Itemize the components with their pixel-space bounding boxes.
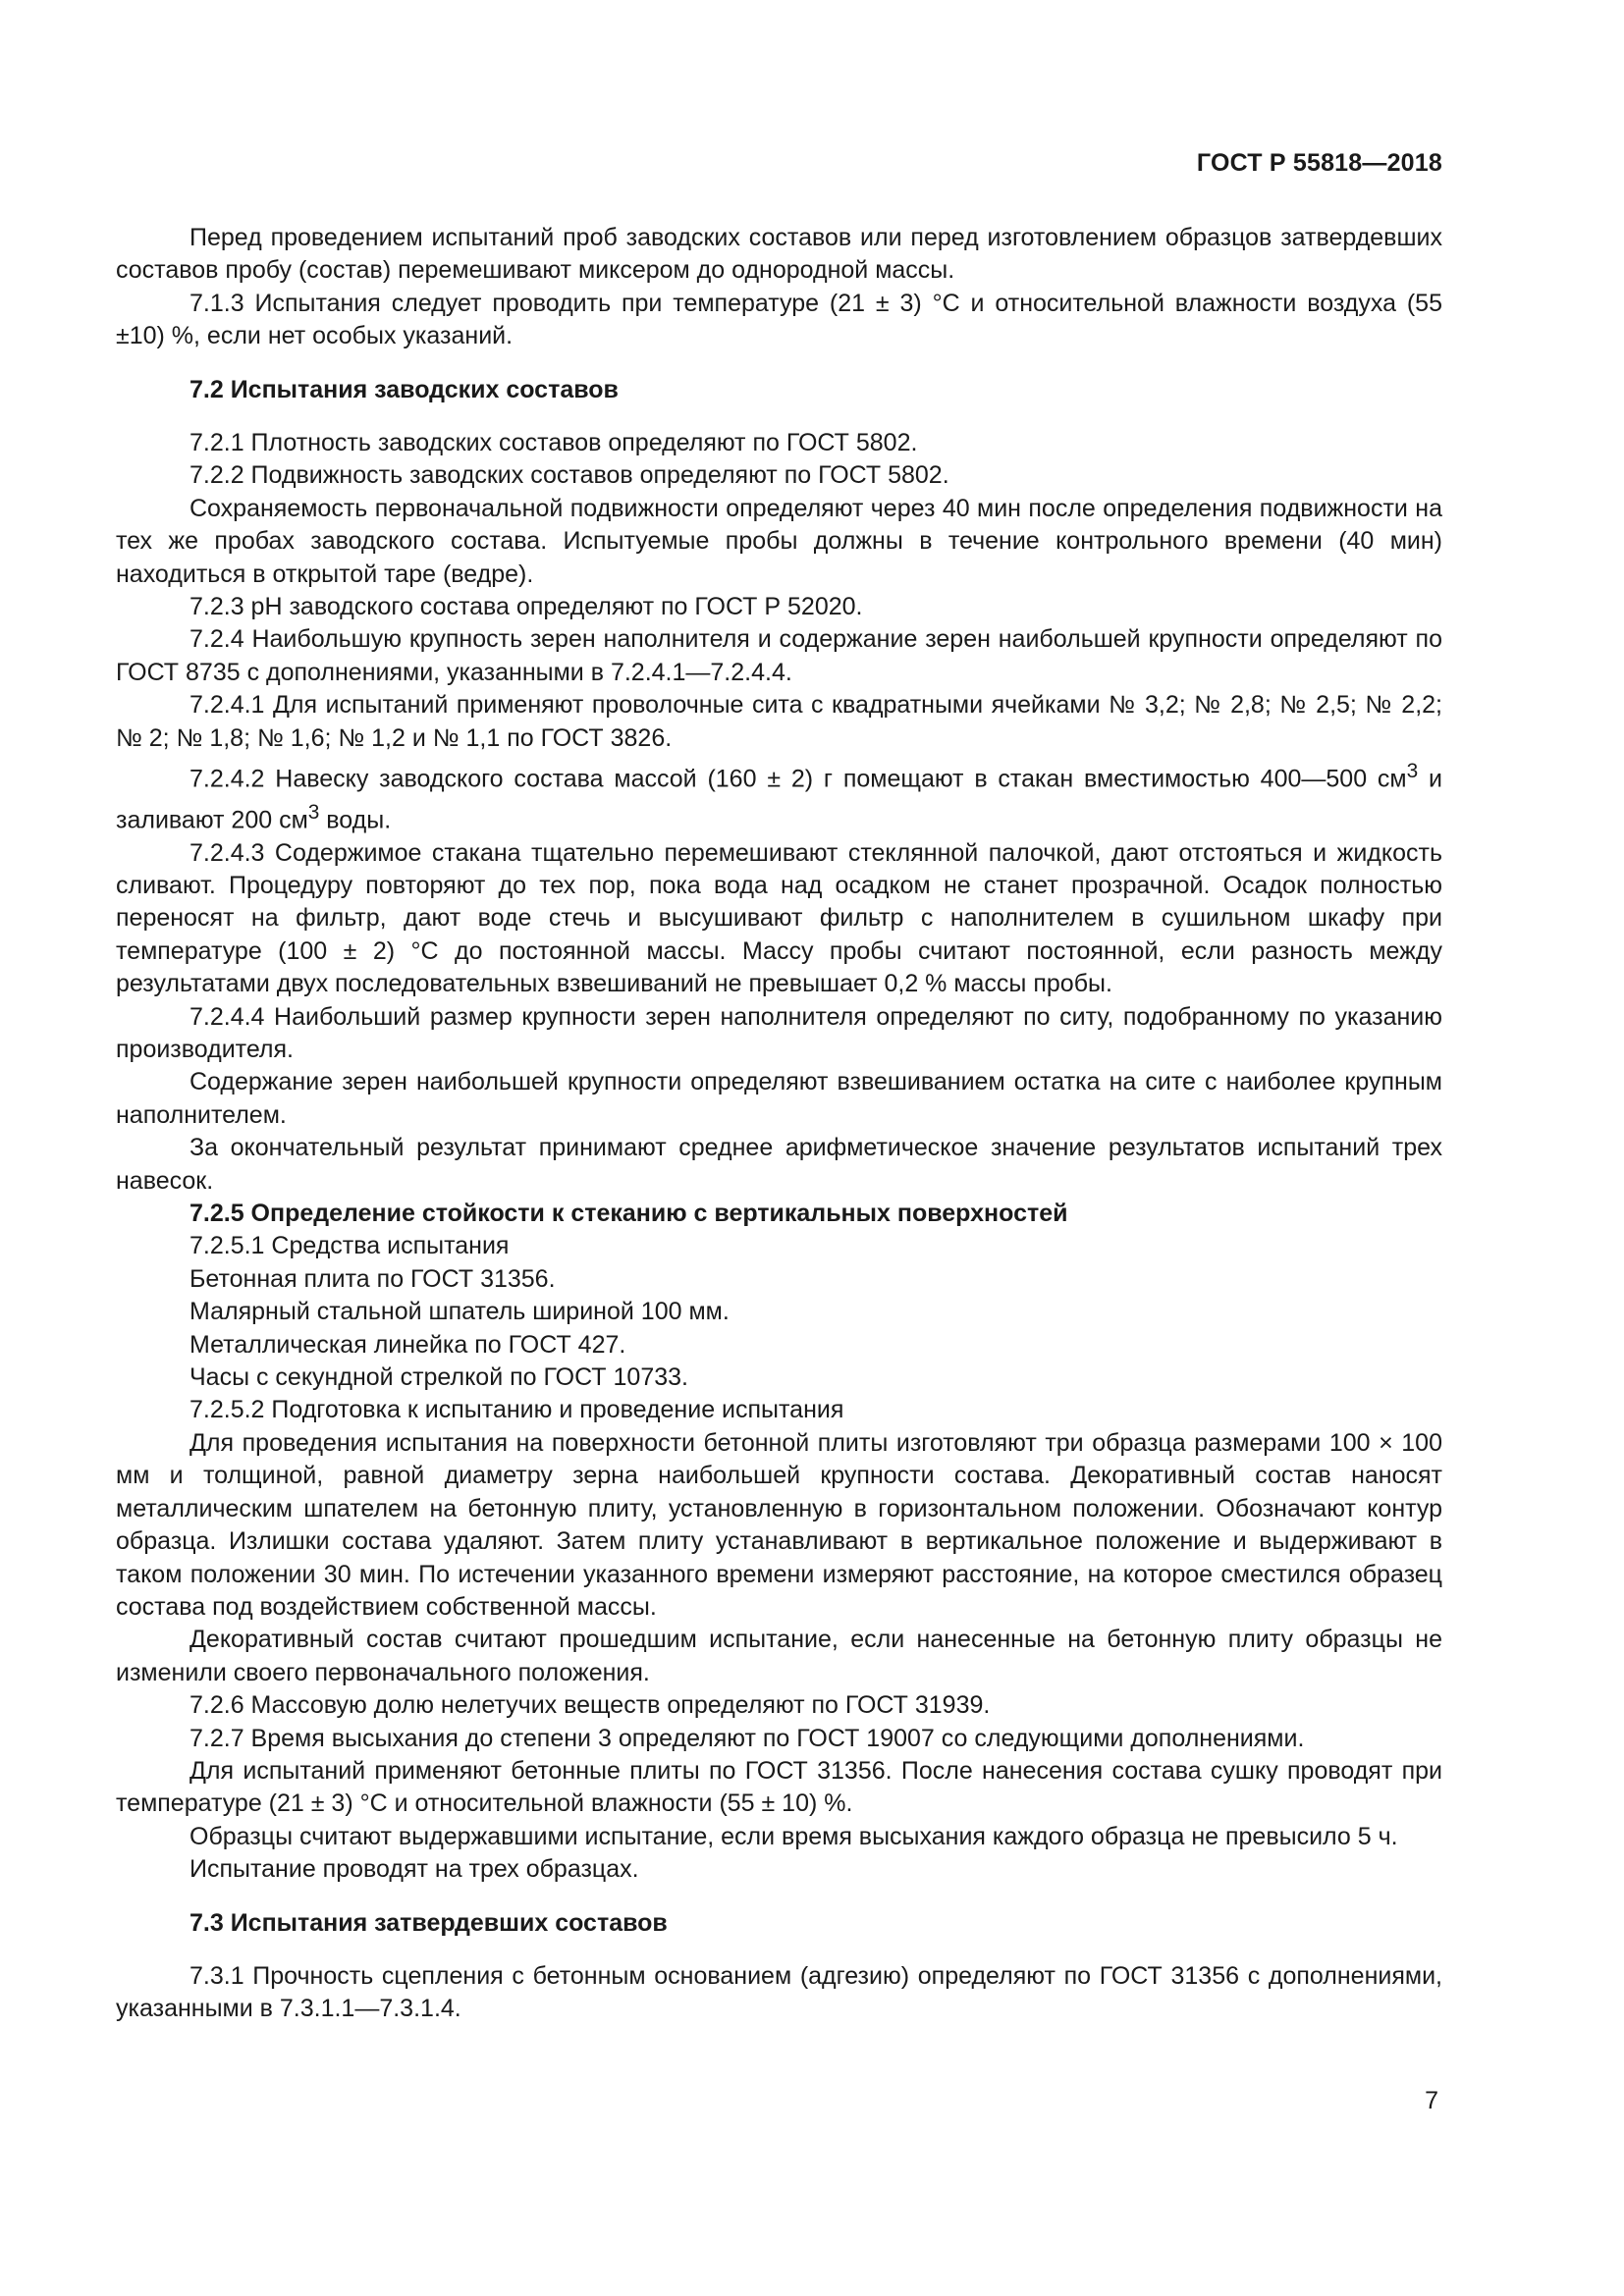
section-gap	[116, 406, 1442, 427]
paragraph-7-2-5-2: 7.2.5.2 Подготовка к испытанию и проведение испытания	[189, 1396, 844, 1424]
document-code-header: ГОСТ Р 55818—2018	[1196, 149, 1442, 177]
paragraph-7-2-4-4-result: За окончательный результат принимают среднее арифметическое значение результатов испытаний трех навесок.	[116, 1134, 1442, 1195]
section-heading-7-2: 7.2 Испытания заводских составов	[189, 375, 619, 403]
paragraph-7-2-7-samples: Испытание проводят на трех образцах.	[189, 1855, 639, 1884]
equipment-item-ruler: Металлическая линейка по ГОСТ 427.	[189, 1330, 626, 1359]
section-gap	[116, 353, 1442, 374]
paragraph-7-2-4-2-part-c: воды.	[319, 806, 392, 834]
section-heading-7-2-5: 7.2.5 Определение стойкости к стеканию с вертикальных поверхностей	[189, 1200, 1068, 1228]
document-body	[116, 222, 1442, 2026]
equipment-item-spatula: Малярный стальной шпатель шириной 100 мм.	[189, 1298, 730, 1326]
paragraph-7-2-4-2-part-b: и заливают 200 см	[116, 765, 1442, 834]
paragraph-7-2-7-criterion: Образцы считают выдержавшими испытание, если время высыхания каждого образца не превысило 5 ч.	[189, 1822, 1398, 1850]
paragraph-7-2-2: 7.2.2 Подвижность заводских составов определяют по ГОСТ 5802.	[189, 461, 949, 490]
section-heading-7-3: 7.3 Испытания затвердевших составов	[189, 1908, 668, 1937]
paragraph-7-2-3: 7.2.3 pH заводского состава определяют по ГОСТ Р 52020.	[189, 593, 863, 621]
paragraph-7-2-7: 7.2.7 Время высыхания до степени 3 определяют по ГОСТ 19007 со следующими дополнениями.	[189, 1724, 1305, 1752]
paragraph-intro: Перед проведением испытаний проб заводских составов или перед изготовлением образцов затвердевших составов пробу (состав) перемешивают миксером до однородной массы.	[116, 224, 1442, 285]
paragraph-7-2-5-2-procedure: Для проведения испытания на поверхности бетонной плиты изготовляют три образца размерами 100 × 100 мм и толщиной, равной диаметру зерна наибольшей крупности состава. Декоративный состав наносят металлическим шпателем на бетонную плиту, установленную в горизонтальном положении. Обозначают контур образца. Излишки состава удаляют. Затем плиту устанавливают в вертикальное положение и выдерживают в таком положении 30 мин. По истечении указанного времени измеряют расстояние, на которое сместился образец состава под воздействием собственной массы.	[116, 1428, 1442, 1621]
paragraph-7-2-4-3: 7.2.4.3 Содержимое стакана тщательно перемешивают стеклянной палочкой, дают отстояться и жидкость сливают. Процедуру повторяют до тех пор, пока вода над осадком не станет прозрачной. Осадок полностью переносят на фильтр, дают воде стечь и высушивают фильтр с наполнителем в сушильном шкафу при температуре (100 ± 2) °С до постоянной массы. Массу пробы считают постоянной, если разность между результатами двух последовательных взвешиваний не превышает 0,2 % массы пробы.	[116, 838, 1442, 998]
paragraph-7-2-6: 7.2.6 Массовую долю нелетучих веществ определяют по ГОСТ 31939.	[189, 1691, 991, 1720]
paragraph-7-2-4: 7.2.4 Наибольшую крупность зерен наполнителя и содержание зерен наибольшей крупности определяют по ГОСТ 8735 с дополнениями, указанными в 7.2.4.1—7.2.4.4.	[116, 625, 1442, 686]
equipment-item-concrete-slab: Бетонная плита по ГОСТ 31356.	[189, 1264, 556, 1293]
section-gap	[116, 1940, 1442, 1960]
paragraph-7-2-2-continued: Сохраняемость первоначальной подвижности определяют через 40 мин после определения подвижности на тех же пробах заводского состава. Испытуемые пробы должны в течение контрольного времени (40 мин) находиться в открытой таре (ведре).	[116, 494, 1442, 588]
paragraph-7-1-3: 7.1.3 Испытания следует проводить при температуре (21 ± 3) °С и относительной влажности воздуха (55 ±10) %, если нет особых указаний.	[116, 289, 1442, 350]
paragraph-7-3-1: 7.3.1 Прочность сцепления с бетонным основанием (адгезию) определяют по ГОСТ 31356 с дополнениями, указанными в 7.3.1.1—7.3.1.4.	[116, 1961, 1442, 2023]
paragraph-7-2-5-1: 7.2.5.1 Средства испытания	[189, 1232, 510, 1260]
paragraph-7-2-4-4: 7.2.4.4 Наибольший размер крупности зерен наполнителя определяют по ситу, подобранному по указанию производителя.	[116, 1002, 1442, 1063]
paragraph-7-2-4-2-part-a: 7.2.4.2 Навеску заводского состава массой (160 ± 2) г помещают в стакан вместимостью 400—500 см	[189, 765, 1407, 793]
paragraph-7-2-7-conditions: Для испытаний применяют бетонные плиты по ГОСТ 31356. После нанесения состава сушку проводят при температуре (21 ± 3) °С и относительной влажности (55 ± 10) %.	[116, 1756, 1442, 1818]
page-number: 7	[1425, 2087, 1438, 2114]
superscript-cube-2: 3	[307, 800, 320, 824]
paragraph-7-2-1: 7.2.1 Плотность заводских составов определяют по ГОСТ 5802.	[189, 429, 918, 457]
paragraph-7-2-4-1: 7.2.4.1 Для испытаний применяют проволочные сита с квадратными ячейками № 3,2; № 2,8; № 2,5; № 2,2; № 2; № 1,8; № 1,6; № 1,2 и № 1,1 по ГОСТ 3826.	[116, 691, 1442, 752]
section-gap	[116, 1887, 1442, 1907]
paragraph-7-2-5-2-criterion: Декоративный состав считают прошедшим испытание, если нанесенные на бетонную плиту образцы не изменили своего первоначального положения.	[116, 1626, 1442, 1686]
superscript-cube-1: 3	[1406, 760, 1419, 783]
paragraph-7-2-4-4-content: Содержание зерен наибольшей крупности определяют взвешиванием остатка на сите с наиболее крупным наполнителем.	[116, 1068, 1442, 1129]
equipment-item-clock: Часы с секундной стрелкой по ГОСТ 10733.	[189, 1363, 688, 1392]
paragraph-7-2-4-2	[116, 755, 1442, 836]
